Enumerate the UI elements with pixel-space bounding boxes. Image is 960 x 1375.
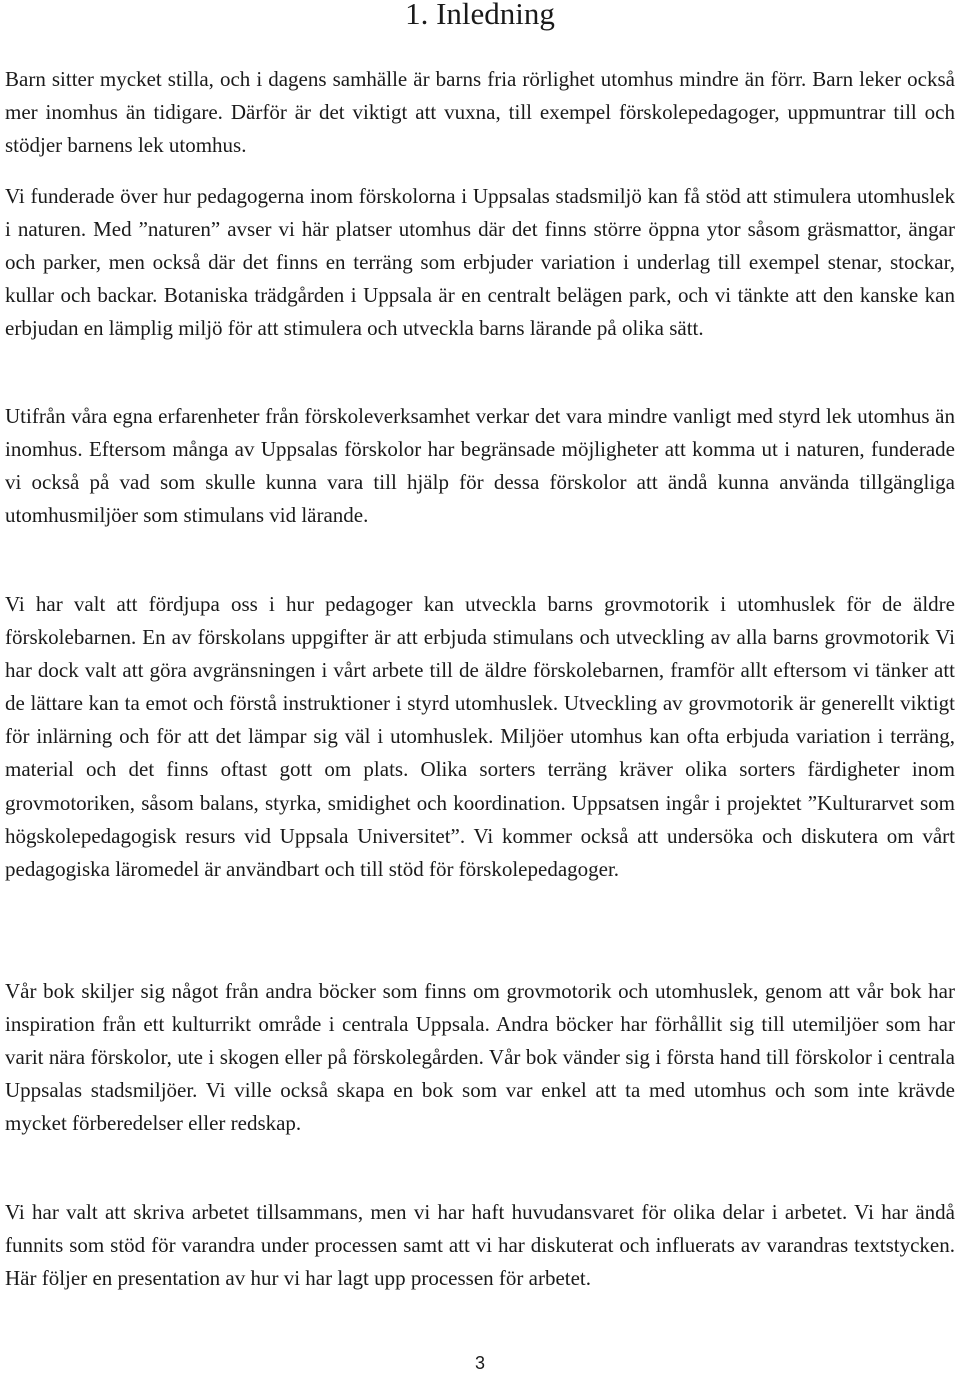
paragraph-book: Vår bok skiljer sig något från andra böcker som finns om grovmotorik och utomhuslek, genom att vår bok har inspiration från ett kulturrikt område i centrala Uppsala. Andra böcker har förhållit sig till utemiljöer som har varit nära förskolor, ute i skogen eller på förskolegården. Vår bok vänder sig i första hand till förskolor i centrala Uppsalas stadsmiljöer. Vi ville också skapa en bok som var enkel att ta med utomhus och som inte krävde mycket förberedelser eller redskap.: [5, 979, 955, 1136]
paragraph-intro: Barn sitter mycket stilla, och i dagens samhälle är barns fria rörlighet utomhus mindre än förr. Barn leker också mer inomhus än tidigare. Därför är det viktigt att vuxna, till exempel förskolepedagoger, uppmuntrar till och stödjer barnens lek utomhus.: [5, 67, 955, 158]
paragraph-nature: Vi funderade över hur pedagogerna inom förskolorna i Uppsalas stadsmiljö kan få stöd att stimulera utomhuslek i naturen. Med ”naturen” avser vi här platser utomhus där det finns större öppna ytor såsom gräsmattor, ängar och parker, men också där det finns en terräng som erbjuder variation i underlag till exempel stenar, stockar, kullar och backar. Botaniska trädgården i Uppsala är en centralt belägen park, och vi tänkte att den kanske kan erbjudan en lämplig miljö för att stimulera och utveckla barns lärande på olika sätt.: [5, 184, 955, 341]
paragraph-process: Vi har valt att skriva arbetet tillsammans, men vi har haft huvudansvaret för olika delar i arbetet. Vi har ändå funnits som stöd för varandra under processen samt att vi har diskuterat och influerats av varandras textstycken. Här följer en presentation av hur vi har lagt upp processen för arbetet.: [5, 1200, 955, 1291]
paragraph-gross-motor: Vi har valt att fördjupa oss i hur pedagoger kan utveckla barns grovmotorik i utomhuslek för de äldre förskolebarnen. En av förskolans uppgifter är att erbjuda stimulans och utveckling av alla barns grovmotorik Vi har dock valt att göra avgränsningen i vårt arbete till de äldre förskolebarnen, framför allt eftersom vi tänker att de lättare kan ta emot och förstå instruktioner i styrd utomhuslek. Utveckling av grovmotorik är generellt viktigt för inlärning och för att det lämpar sig väl i utomhuslek. Miljöer utomhus kan ofta erbjuda variation i terräng, material och det finns oftast gott om plats. Olika sorters terräng kräver olika sorters färdigheter inom grovmotoriken, såsom balans, styrka, smidighet och koordination. Uppsatsen ingår i projektet ”Kulturarvet som högskolepedagogisk resurs vid Uppsala Universitet”. Vi kommer också att undersöka och diskutera om vårt pedagogiska läromedel är användbart och till stöd för förskolepedagoger.: [5, 592, 955, 881]
page-number: 3: [474, 1353, 485, 1373]
section-heading: 1. Inledning: [405, 0, 555, 31]
document-page: [5, 0, 955, 1375]
paragraph-experience: Utifrån våra egna erfarenheter från förskoleverksamhet verkar det vara mindre vanligt med styrd lek utomhus än inomhus. Eftersom många av Uppsalas förskolor har begränsade möjligheter att komma ut i naturen, funderade vi också på vad som skulle kunna vara till hjälp för dessa förskolor att ändå kunna använda tillgängliga utomhusmiljöer som stimulans vid lärande.: [5, 404, 955, 528]
